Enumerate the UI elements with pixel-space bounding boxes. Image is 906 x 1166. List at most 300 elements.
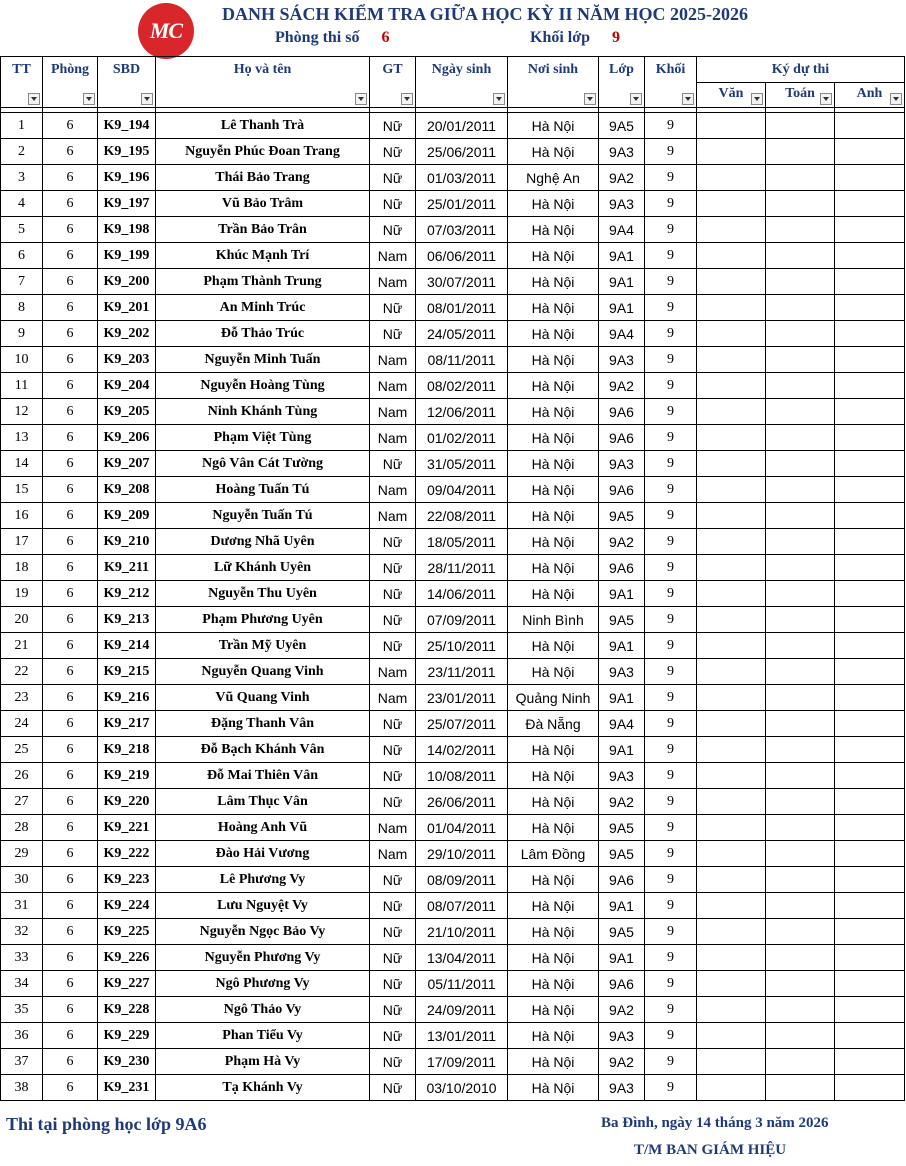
cell-pob: Hà Nội bbox=[508, 763, 599, 789]
signature-cell-anh[interactable] bbox=[835, 581, 905, 607]
signature-cell-toan[interactable] bbox=[766, 321, 835, 347]
cell-tt: 13 bbox=[1, 425, 43, 451]
filter-dropdown-icon[interactable] bbox=[890, 93, 902, 105]
cell-tt: 7 bbox=[1, 269, 43, 295]
cell-name: Đào Hải Vương bbox=[156, 841, 370, 867]
signature-cell-toan[interactable] bbox=[766, 659, 835, 685]
signature-cell-van[interactable] bbox=[697, 945, 766, 971]
signature-cell-van[interactable] bbox=[697, 1049, 766, 1075]
cell-name: Hoàng Tuấn Tú bbox=[156, 477, 370, 503]
cell-class: 9A6 bbox=[599, 399, 645, 425]
cell-class: 9A2 bbox=[599, 165, 645, 191]
cell-room: 6 bbox=[43, 555, 98, 581]
signature-cell-van[interactable] bbox=[697, 737, 766, 763]
cell-pob: Hà Nội bbox=[508, 737, 599, 763]
signature-cell-van[interactable] bbox=[697, 659, 766, 685]
cell-pob: Hà Nội bbox=[508, 659, 599, 685]
signature-cell-anh[interactable] bbox=[835, 971, 905, 997]
signature-cell-toan[interactable] bbox=[766, 581, 835, 607]
cell-dob: 06/06/2011 bbox=[416, 243, 508, 269]
cell-tt: 32 bbox=[1, 919, 43, 945]
filter-dropdown-icon[interactable] bbox=[751, 93, 763, 105]
table-row bbox=[1, 399, 905, 425]
signature-cell-anh[interactable] bbox=[835, 425, 905, 451]
room-value: 6 bbox=[381, 29, 390, 46]
cell-grade: 9 bbox=[645, 841, 697, 867]
signature-cell-toan[interactable] bbox=[766, 399, 835, 425]
signature-cell-toan[interactable] bbox=[766, 685, 835, 711]
cell-sbd: K9_212 bbox=[98, 581, 156, 607]
cell-grade: 9 bbox=[645, 243, 697, 269]
signature-cell-toan[interactable] bbox=[766, 763, 835, 789]
header-exams-label: Ký dự thi bbox=[771, 61, 830, 77]
signature-cell-van[interactable] bbox=[697, 165, 766, 191]
cell-class: 9A1 bbox=[599, 269, 645, 295]
cell-gt: Nữ bbox=[370, 971, 416, 997]
signature-cell-anh[interactable] bbox=[835, 1075, 905, 1101]
cell-grade: 9 bbox=[645, 165, 697, 191]
cell-pob: Hà Nội bbox=[508, 893, 599, 919]
signature-cell-anh[interactable] bbox=[835, 529, 905, 555]
cell-tt: 14 bbox=[1, 451, 43, 477]
cell-sbd: K9_207 bbox=[98, 451, 156, 477]
cell-sbd: K9_200 bbox=[98, 269, 156, 295]
table-row bbox=[1, 659, 905, 685]
cell-name: Trần Mỹ Uyên bbox=[156, 633, 370, 659]
signature-cell-anh[interactable] bbox=[835, 685, 905, 711]
cell-grade: 9 bbox=[645, 139, 697, 165]
cell-room: 6 bbox=[43, 373, 98, 399]
signature-cell-toan[interactable] bbox=[766, 451, 835, 477]
signature-cell-anh[interactable] bbox=[835, 451, 905, 477]
cell-dob: 09/04/2011 bbox=[416, 477, 508, 503]
cell-room: 6 bbox=[43, 607, 98, 633]
signature-cell-anh[interactable] bbox=[835, 243, 905, 269]
cell-tt: 1 bbox=[1, 113, 43, 139]
cell-tt: 37 bbox=[1, 1049, 43, 1075]
cell-sbd: K9_222 bbox=[98, 841, 156, 867]
signature-cell-van[interactable] bbox=[697, 711, 766, 737]
cell-sbd: K9_195 bbox=[98, 139, 156, 165]
signature-cell-toan[interactable] bbox=[766, 295, 835, 321]
signature-cell-van[interactable] bbox=[697, 789, 766, 815]
cell-pob: Hà Nội bbox=[508, 139, 599, 165]
signature-cell-van[interactable] bbox=[697, 295, 766, 321]
signature-cell-van[interactable] bbox=[697, 477, 766, 503]
filter-dropdown-icon[interactable] bbox=[141, 93, 153, 105]
signature-cell-toan[interactable] bbox=[766, 815, 835, 841]
cell-room: 6 bbox=[43, 191, 98, 217]
cell-gt: Nữ bbox=[370, 633, 416, 659]
table-row bbox=[1, 529, 905, 555]
cell-pob: Hà Nội bbox=[508, 633, 599, 659]
cell-name: Ngô Thảo Vy bbox=[156, 997, 370, 1023]
signature-cell-toan[interactable] bbox=[766, 971, 835, 997]
cell-dob: 13/04/2011 bbox=[416, 945, 508, 971]
filter-dropdown-icon[interactable] bbox=[820, 93, 832, 105]
signature-cell-toan[interactable] bbox=[766, 113, 835, 139]
student-table bbox=[0, 56, 905, 1101]
cell-gt: Nữ bbox=[370, 763, 416, 789]
cell-sbd: K9_214 bbox=[98, 633, 156, 659]
cell-dob: 03/10/2010 bbox=[416, 1075, 508, 1101]
cell-gt: Nam bbox=[370, 425, 416, 451]
cell-gt: Nữ bbox=[370, 893, 416, 919]
cell-sbd: K9_226 bbox=[98, 945, 156, 971]
signature-cell-van[interactable] bbox=[697, 841, 766, 867]
cell-sbd: K9_220 bbox=[98, 789, 156, 815]
cell-gt: Nam bbox=[370, 685, 416, 711]
signature-cell-toan[interactable] bbox=[766, 737, 835, 763]
cell-name: Hoàng Anh Vũ bbox=[156, 815, 370, 841]
header-van bbox=[697, 83, 766, 108]
signature-cell-toan[interactable] bbox=[766, 217, 835, 243]
signature-cell-toan[interactable] bbox=[766, 607, 835, 633]
header-exams bbox=[697, 57, 905, 83]
cell-pob: Hà Nội bbox=[508, 113, 599, 139]
cell-sbd: K9_206 bbox=[98, 425, 156, 451]
signature-cell-van[interactable] bbox=[697, 633, 766, 659]
cell-name: Nguyễn Phúc Đoan Trang bbox=[156, 139, 370, 165]
cell-room: 6 bbox=[43, 477, 98, 503]
signature-cell-toan[interactable] bbox=[766, 919, 835, 945]
cell-tt: 17 bbox=[1, 529, 43, 555]
signature-cell-van[interactable] bbox=[697, 347, 766, 373]
signature-cell-van[interactable] bbox=[697, 1023, 766, 1049]
cell-room: 6 bbox=[43, 165, 98, 191]
cell-dob: 24/09/2011 bbox=[416, 997, 508, 1023]
cell-room: 6 bbox=[43, 789, 98, 815]
cell-grade: 9 bbox=[645, 711, 697, 737]
cell-pob: Hà Nội bbox=[508, 867, 599, 893]
signature-cell-van[interactable] bbox=[697, 763, 766, 789]
cell-sbd: K9_213 bbox=[98, 607, 156, 633]
cell-class: 9A1 bbox=[599, 633, 645, 659]
cell-tt: 12 bbox=[1, 399, 43, 425]
header-name bbox=[156, 57, 370, 108]
table-row bbox=[1, 113, 905, 139]
cell-pob: Hà Nội bbox=[508, 399, 599, 425]
cell-sbd: K9_217 bbox=[98, 711, 156, 737]
signature-cell-van[interactable] bbox=[697, 425, 766, 451]
cell-room: 6 bbox=[43, 451, 98, 477]
signature-cell-van[interactable] bbox=[697, 113, 766, 139]
cell-sbd: K9_194 bbox=[98, 113, 156, 139]
cell-dob: 08/11/2011 bbox=[416, 347, 508, 373]
cell-dob: 25/01/2011 bbox=[416, 191, 508, 217]
signature-cell-toan[interactable] bbox=[766, 841, 835, 867]
cell-name: Phạm Việt Tùng bbox=[156, 425, 370, 451]
signature-cell-van[interactable] bbox=[697, 321, 766, 347]
signature-cell-van[interactable] bbox=[697, 269, 766, 295]
cell-pob: Hà Nội bbox=[508, 789, 599, 815]
filter-active-icon[interactable] bbox=[83, 93, 95, 105]
cell-class: 9A5 bbox=[599, 841, 645, 867]
cell-pob: Hà Nội bbox=[508, 1075, 599, 1101]
signature-cell-van[interactable] bbox=[697, 581, 766, 607]
table-row bbox=[1, 763, 905, 789]
signature-cell-anh[interactable] bbox=[835, 399, 905, 425]
signature-cell-toan[interactable] bbox=[766, 269, 835, 295]
signature-cell-anh[interactable] bbox=[835, 919, 905, 945]
cell-pob: Hà Nội bbox=[508, 919, 599, 945]
cell-sbd: K9_215 bbox=[98, 659, 156, 685]
signature-cell-anh[interactable] bbox=[835, 113, 905, 139]
cell-room: 6 bbox=[43, 711, 98, 737]
signature-cell-anh[interactable] bbox=[835, 633, 905, 659]
header-dob bbox=[416, 57, 508, 108]
cell-tt: 19 bbox=[1, 581, 43, 607]
signature-cell-toan[interactable] bbox=[766, 373, 835, 399]
cell-tt: 20 bbox=[1, 607, 43, 633]
cell-class: 9A5 bbox=[599, 113, 645, 139]
filter-dropdown-icon[interactable] bbox=[493, 93, 505, 105]
cell-dob: 01/03/2011 bbox=[416, 165, 508, 191]
cell-room: 6 bbox=[43, 971, 98, 997]
signature-cell-toan[interactable] bbox=[766, 529, 835, 555]
cell-sbd: K9_216 bbox=[98, 685, 156, 711]
cell-gt: Nữ bbox=[370, 451, 416, 477]
cell-room: 6 bbox=[43, 867, 98, 893]
filter-dropdown-icon[interactable] bbox=[630, 93, 642, 105]
signature-cell-van[interactable] bbox=[697, 919, 766, 945]
cell-dob: 18/05/2011 bbox=[416, 529, 508, 555]
cell-tt: 18 bbox=[1, 555, 43, 581]
signature-cell-van[interactable] bbox=[697, 1075, 766, 1101]
signature-cell-van[interactable] bbox=[697, 399, 766, 425]
cell-dob: 01/02/2011 bbox=[416, 425, 508, 451]
signature-cell-van[interactable] bbox=[697, 503, 766, 529]
cell-class: 9A3 bbox=[599, 763, 645, 789]
cell-gt: Nữ bbox=[370, 607, 416, 633]
signature-cell-van[interactable] bbox=[697, 815, 766, 841]
cell-tt: 22 bbox=[1, 659, 43, 685]
cell-grade: 9 bbox=[645, 295, 697, 321]
cell-pob: Quảng Ninh bbox=[508, 685, 599, 711]
filter-dropdown-icon[interactable] bbox=[584, 93, 596, 105]
cell-name: Đặng Thanh Vân bbox=[156, 711, 370, 737]
cell-room: 6 bbox=[43, 893, 98, 919]
cell-grade: 9 bbox=[645, 191, 697, 217]
cell-grade: 9 bbox=[645, 945, 697, 971]
signature-cell-anh[interactable] bbox=[835, 477, 905, 503]
signature-cell-anh[interactable] bbox=[835, 737, 905, 763]
signature-cell-anh[interactable] bbox=[835, 347, 905, 373]
cell-dob: 07/03/2011 bbox=[416, 217, 508, 243]
cell-sbd: K9_228 bbox=[98, 997, 156, 1023]
filter-dropdown-icon[interactable] bbox=[682, 93, 694, 105]
cell-pob: Hà Nội bbox=[508, 243, 599, 269]
signature-cell-van[interactable] bbox=[697, 191, 766, 217]
cell-tt: 3 bbox=[1, 165, 43, 191]
signature-cell-anh[interactable] bbox=[835, 711, 905, 737]
cell-pob: Hà Nội bbox=[508, 295, 599, 321]
signature-cell-toan[interactable] bbox=[766, 139, 835, 165]
signature-cell-anh[interactable] bbox=[835, 841, 905, 867]
cell-dob: 17/09/2011 bbox=[416, 1049, 508, 1075]
signature-cell-anh[interactable] bbox=[835, 269, 905, 295]
signature-cell-toan[interactable] bbox=[766, 347, 835, 373]
signature-cell-toan[interactable] bbox=[766, 893, 835, 919]
cell-tt: 31 bbox=[1, 893, 43, 919]
signature-cell-van[interactable] bbox=[697, 243, 766, 269]
signature-cell-anh[interactable] bbox=[835, 763, 905, 789]
signature-cell-anh[interactable] bbox=[835, 191, 905, 217]
signature-cell-toan[interactable] bbox=[766, 503, 835, 529]
cell-class: 9A2 bbox=[599, 1049, 645, 1075]
filter-dropdown-icon[interactable] bbox=[401, 93, 413, 105]
cell-room: 6 bbox=[43, 685, 98, 711]
signature-cell-anh[interactable] bbox=[835, 815, 905, 841]
cell-sbd: K9_199 bbox=[98, 243, 156, 269]
cell-tt: 23 bbox=[1, 685, 43, 711]
cell-tt: 28 bbox=[1, 815, 43, 841]
cell-grade: 9 bbox=[645, 321, 697, 347]
cell-name: Vũ Quang Vinh bbox=[156, 685, 370, 711]
cell-grade: 9 bbox=[645, 1023, 697, 1049]
cell-sbd: K9_203 bbox=[98, 347, 156, 373]
cell-sbd: K9_197 bbox=[98, 191, 156, 217]
cell-gt: Nữ bbox=[370, 919, 416, 945]
signature-cell-anh[interactable] bbox=[835, 1023, 905, 1049]
cell-sbd: K9_223 bbox=[98, 867, 156, 893]
cell-grade: 9 bbox=[645, 919, 697, 945]
cell-class: 9A1 bbox=[599, 295, 645, 321]
cell-room: 6 bbox=[43, 659, 98, 685]
table-row bbox=[1, 1049, 905, 1075]
header-room bbox=[43, 57, 98, 108]
signature-cell-anh[interactable] bbox=[835, 789, 905, 815]
table-row bbox=[1, 373, 905, 399]
signature-cell-anh[interactable] bbox=[835, 1049, 905, 1075]
cell-gt: Nữ bbox=[370, 1049, 416, 1075]
cell-name: Vũ Bảo Trâm bbox=[156, 191, 370, 217]
cell-class: 9A3 bbox=[599, 1075, 645, 1101]
signature-cell-anh[interactable] bbox=[835, 139, 905, 165]
table-row bbox=[1, 685, 905, 711]
signature-cell-van[interactable] bbox=[697, 529, 766, 555]
cell-grade: 9 bbox=[645, 477, 697, 503]
cell-class: 9A3 bbox=[599, 347, 645, 373]
signature-cell-van[interactable] bbox=[697, 997, 766, 1023]
cell-pob: Hà Nội bbox=[508, 815, 599, 841]
table-row bbox=[1, 945, 905, 971]
signature-cell-van[interactable] bbox=[697, 373, 766, 399]
signature-cell-toan[interactable] bbox=[766, 711, 835, 737]
signature-cell-anh[interactable] bbox=[835, 321, 905, 347]
signature-cell-van[interactable] bbox=[697, 867, 766, 893]
signature-cell-toan[interactable] bbox=[766, 425, 835, 451]
cell-dob: 29/10/2011 bbox=[416, 841, 508, 867]
signature-cell-van[interactable] bbox=[697, 451, 766, 477]
signature-cell-anh[interactable] bbox=[835, 997, 905, 1023]
cell-grade: 9 bbox=[645, 997, 697, 1023]
signature-cell-anh[interactable] bbox=[835, 893, 905, 919]
signature-cell-anh[interactable] bbox=[835, 867, 905, 893]
cell-class: 9A6 bbox=[599, 867, 645, 893]
cell-pob: Hà Nội bbox=[508, 971, 599, 997]
cell-gt: Nữ bbox=[370, 217, 416, 243]
signature-cell-toan[interactable] bbox=[766, 477, 835, 503]
signature-cell-van[interactable] bbox=[697, 217, 766, 243]
signature-cell-toan[interactable] bbox=[766, 867, 835, 893]
cell-tt: 6 bbox=[1, 243, 43, 269]
signature-cell-anh[interactable] bbox=[835, 555, 905, 581]
signature-cell-toan[interactable] bbox=[766, 555, 835, 581]
signature-cell-van[interactable] bbox=[697, 139, 766, 165]
cell-sbd: K9_221 bbox=[98, 815, 156, 841]
signature-cell-anh[interactable] bbox=[835, 373, 905, 399]
signature-cell-anh[interactable] bbox=[835, 503, 905, 529]
signature-cell-van[interactable] bbox=[697, 971, 766, 997]
header-toan bbox=[766, 83, 835, 108]
signature-cell-toan[interactable] bbox=[766, 1023, 835, 1049]
table-row bbox=[1, 997, 905, 1023]
signature-cell-anh[interactable] bbox=[835, 659, 905, 685]
signature-cell-anh[interactable] bbox=[835, 165, 905, 191]
cell-pob: Lâm Đồng bbox=[508, 841, 599, 867]
cell-gt: Nữ bbox=[370, 789, 416, 815]
signature-cell-anh[interactable] bbox=[835, 217, 905, 243]
cell-dob: 13/01/2011 bbox=[416, 1023, 508, 1049]
cell-dob: 08/02/2011 bbox=[416, 373, 508, 399]
signature-cell-van[interactable] bbox=[697, 685, 766, 711]
table-row bbox=[1, 633, 905, 659]
cell-dob: 23/11/2011 bbox=[416, 659, 508, 685]
signature-cell-toan[interactable] bbox=[766, 633, 835, 659]
signature-cell-anh[interactable] bbox=[835, 945, 905, 971]
cell-gt: Nữ bbox=[370, 711, 416, 737]
table-row bbox=[1, 607, 905, 633]
page-title: DANH SÁCH KIỂM TRA GIỮA HỌC KỲ II NĂM HỌC 2025-2026 bbox=[222, 4, 749, 24]
signature-cell-toan[interactable] bbox=[766, 945, 835, 971]
cell-pob: Hà Nội bbox=[508, 529, 599, 555]
signature-cell-van[interactable] bbox=[697, 893, 766, 919]
cell-name: Đỗ Bạch Khánh Vân bbox=[156, 737, 370, 763]
header-sbd bbox=[98, 57, 156, 108]
filter-dropdown-icon[interactable] bbox=[355, 93, 367, 105]
cell-room: 6 bbox=[43, 1023, 98, 1049]
room-info bbox=[275, 29, 389, 47]
cell-dob: 31/05/2011 bbox=[416, 451, 508, 477]
grade-label: Khối lớp bbox=[530, 29, 590, 46]
table-row bbox=[1, 1075, 905, 1101]
cell-gt: Nữ bbox=[370, 165, 416, 191]
cell-class: 9A4 bbox=[599, 711, 645, 737]
signature-cell-toan[interactable] bbox=[766, 789, 835, 815]
cell-grade: 9 bbox=[645, 269, 697, 295]
signature-cell-toan[interactable] bbox=[766, 165, 835, 191]
header-class-label: Lớp bbox=[609, 62, 634, 77]
signature-cell-toan[interactable] bbox=[766, 191, 835, 217]
cell-name: Phạm Phương Uyên bbox=[156, 607, 370, 633]
signature-cell-toan[interactable] bbox=[766, 243, 835, 269]
signature-cell-anh[interactable] bbox=[835, 607, 905, 633]
signature-cell-anh[interactable] bbox=[835, 295, 905, 321]
header-toan-label: Toán bbox=[785, 86, 815, 101]
signature-cell-van[interactable] bbox=[697, 555, 766, 581]
signature-cell-toan[interactable] bbox=[766, 1075, 835, 1101]
filter-dropdown-icon[interactable] bbox=[28, 93, 40, 105]
cell-class: 9A3 bbox=[599, 1023, 645, 1049]
cell-name: Thái Bảo Trang bbox=[156, 165, 370, 191]
cell-room: 6 bbox=[43, 425, 98, 451]
signature-cell-toan[interactable] bbox=[766, 997, 835, 1023]
signature-cell-van[interactable] bbox=[697, 607, 766, 633]
signature-cell-toan[interactable] bbox=[766, 1049, 835, 1075]
header-grade-label: Khối bbox=[655, 62, 686, 77]
cell-name: Lê Phương Vy bbox=[156, 867, 370, 893]
